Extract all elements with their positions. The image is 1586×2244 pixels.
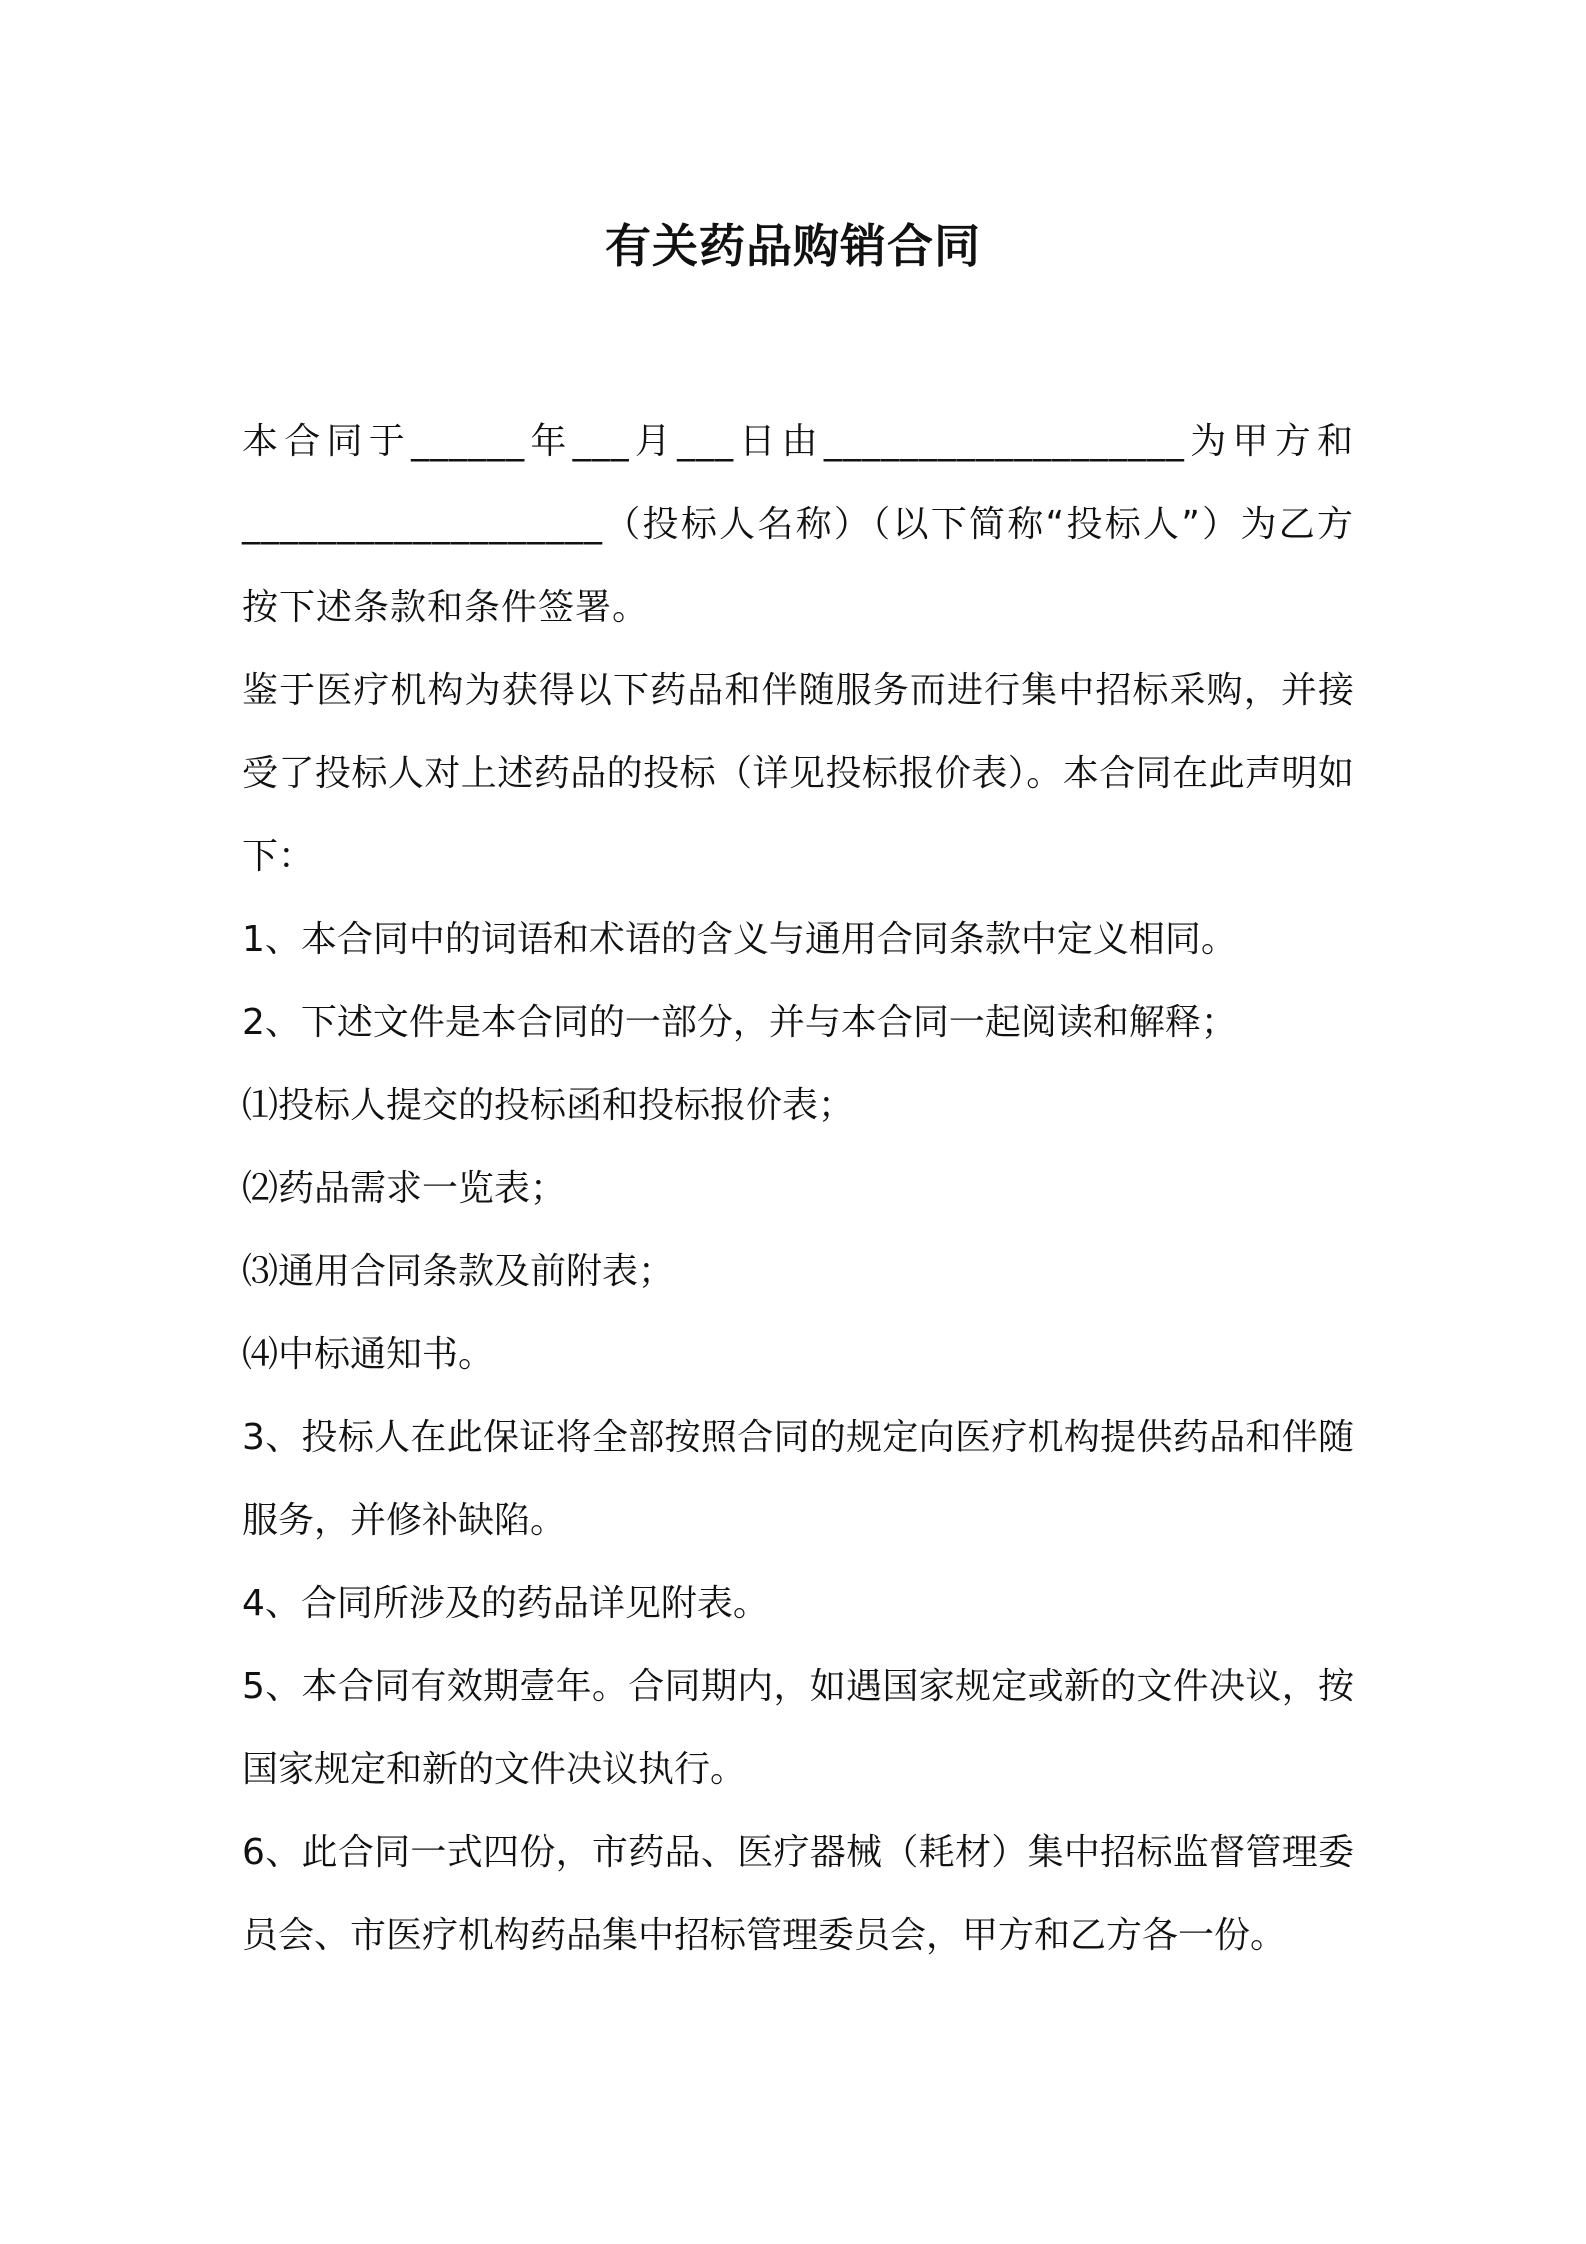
- clause-6: 6、此合同一式四份，市药品、医疗器械（耗材）集中招标监督管理委员会、市医疗机构药品集中招标管理委员会，甲方和乙方各一份。: [242, 1832, 1354, 1956]
- clause-2-item-1: ⑴投标人提交的投标函和投标报价表；: [242, 1085, 855, 1126]
- clause-2-item-4: ⑷中标通知书。: [242, 1334, 495, 1375]
- clause-5: 5、本合同有效期壹年。合同期内，如遇国家规定或新的文件决议，按国家规定和新的文件决议执行。: [242, 1666, 1354, 1790]
- intro-paragraph: 本合同于______年___月___日由___________________为甲方和___________________（投标人名称）（以下简称“投标人”）为乙方按下述条款和条件签署。: [242, 421, 1354, 628]
- contract-body: [242, 400, 1354, 1977]
- clause-2: 2、下述文件是本合同的一部分，并与本合同一起阅读和解释；: [242, 1002, 1237, 1043]
- clause-3: 3、投标人在此保证将全部按照合同的规定向医疗机构提供药品和伴随服务，并修补缺陷。: [242, 1417, 1354, 1541]
- clause-4: 4、合同所涉及的药品详见附表。: [242, 1583, 769, 1624]
- clause-2-item-2: ⑵药品需求一览表；: [242, 1168, 567, 1209]
- clause-1: 1、本合同中的词语和术语的含义与通用合同条款中定义相同。: [242, 919, 1237, 960]
- document-title: 有关药品购销合同: [605, 219, 981, 273]
- recital-paragraph: 鉴于医疗机构为获得以下药品和伴随服务而进行集中招标采购，并接受了投标人对上述药品的投标（详见投标报价表）。本合同在此声明如下：: [242, 670, 1354, 877]
- clause-2-item-3: ⑶通用合同条款及前附表；: [242, 1251, 675, 1292]
